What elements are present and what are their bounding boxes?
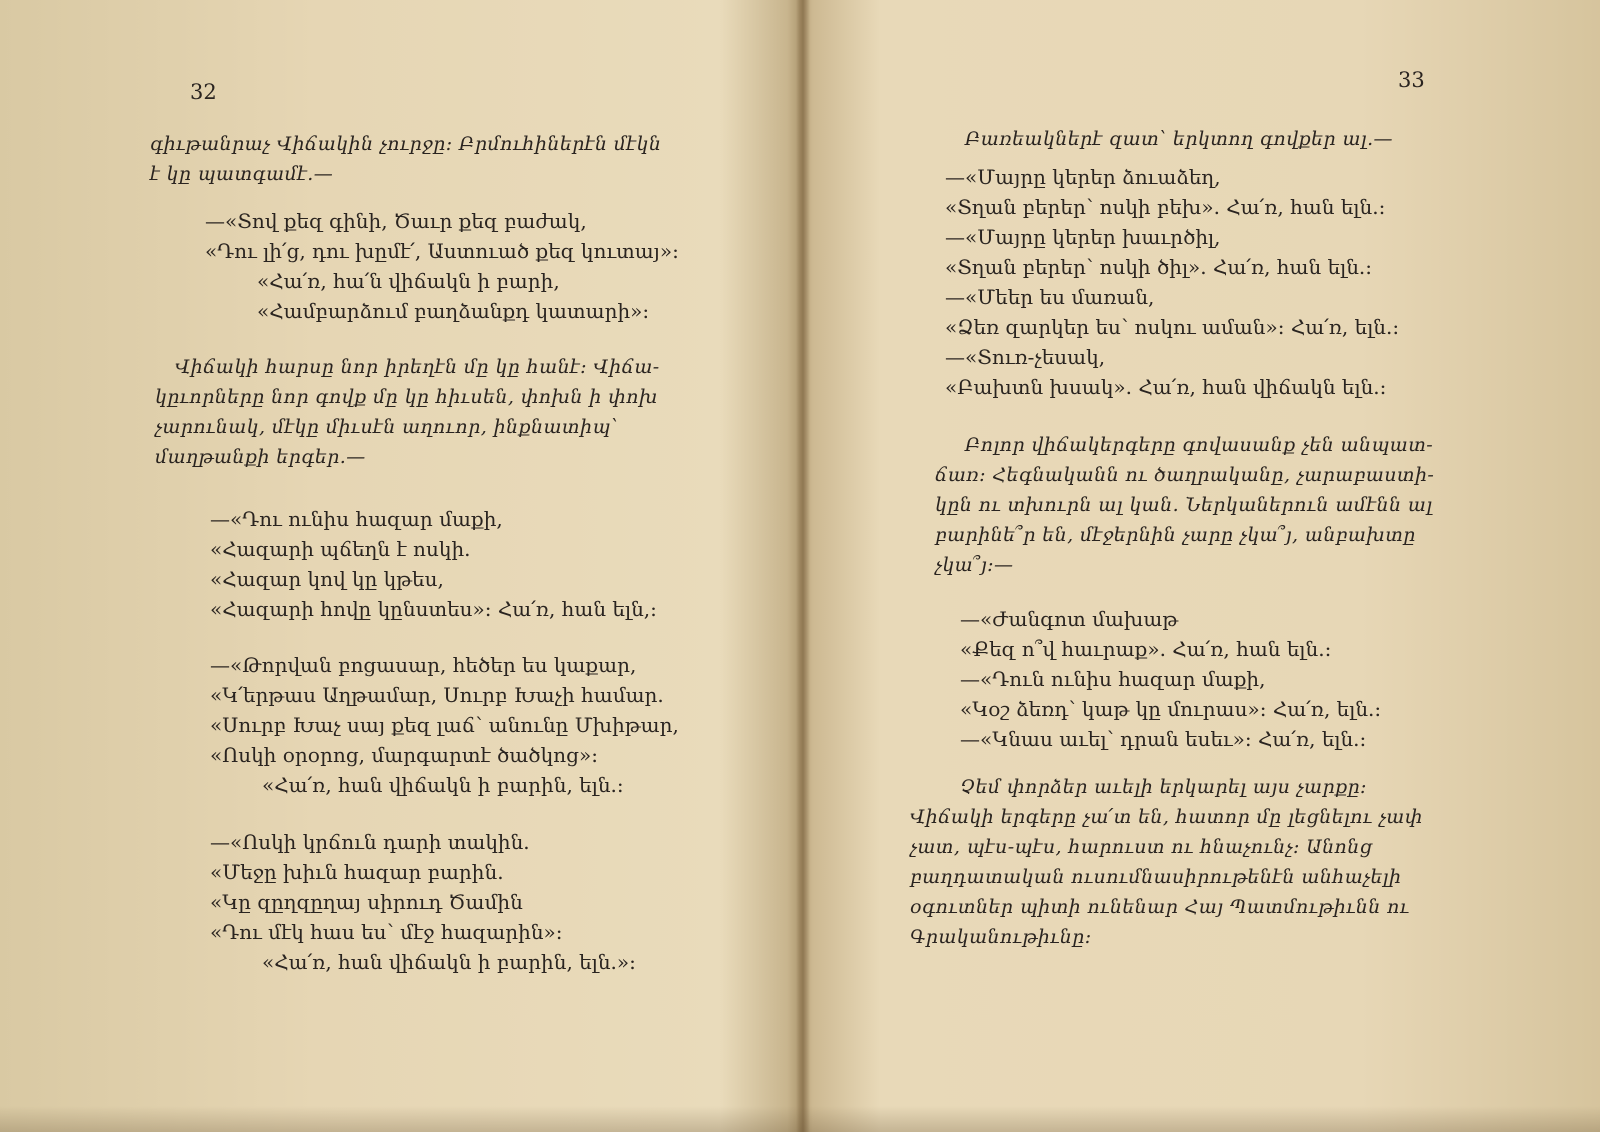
right-para-2 — [935, 430, 1434, 580]
verse-line: «Տղան բերեր՝ ոսկի բեխ». Հա՛ռ, հան ելն.: — [945, 195, 1386, 219]
right-verse-2 — [960, 604, 1381, 754]
text-line: ճառ։ Հեգնականն ու ծաղրականը, չարաբաստի- — [935, 464, 1435, 486]
verse-line: «Համբարձում բաղձանքդ կատարի»: — [257, 299, 650, 323]
text-line: չկա՞յ։— — [935, 554, 1014, 576]
left-para-1 — [150, 129, 661, 189]
verse-line: —«Դու ունիս հազար մաքի, — [210, 507, 503, 531]
verse-line: —«Մեեր ես մառան, — [945, 285, 1155, 309]
verse-line: —«Տով քեզ գինի, Ծաւր քեզ բաժակ, — [205, 209, 587, 233]
verse-line: —«Մայրը կերեր խաւրծիլ, — [945, 225, 1221, 249]
verse-line: —«Մայրը կերեր ձուաձեղ, — [945, 165, 1221, 189]
text-line: մաղթանքի երգեր.— — [155, 446, 366, 468]
verse-line: «Դու լի՛ց, դու խըմէ՛, Աստուած քեզ կուտայ»: — [205, 239, 679, 263]
verse-line: «Հազար կով կը կթես, — [210, 567, 444, 591]
text-line: օգուտներ պիտի ունենար Հայ Պատմութիւնն ու — [910, 896, 1410, 918]
left-verse-2 — [210, 504, 657, 624]
text-line: չատ, պէս-պէս, հարուստ ու հնաչունչ։ Անոնց — [910, 836, 1373, 858]
right-para-1 — [965, 124, 1393, 154]
verse-line: —«Թորվան բոցասար, հեծեր ես կաքար, — [210, 653, 637, 677]
text-line: կըն ու տխուրն ալ կան. Ներկաներուն ամէնն ալ — [935, 494, 1433, 516]
text-line: Բոլոր վիճակերգերը գովասանք չեն անպատ- — [965, 434, 1434, 456]
text-line: չարունակ, մէկը միւսէն աղուոր, ինքնատիպ՝ — [155, 416, 619, 438]
verse-line: «Բախտն խսակ». Հա՛ռ, հան վիճակն ելն.: — [945, 375, 1387, 399]
text-line: Վիճակի երգերը չա՛տ են, հատոր մը լեցնելու չափ — [910, 806, 1423, 828]
page-number-left: 32 — [190, 80, 217, 104]
right-page — [810, 0, 1600, 1132]
verse-line: «Տղան բերեր՝ ոսկի ծիլ». Հա՛ռ, հան ելն.: — [945, 255, 1373, 279]
left-verse-3 — [210, 650, 679, 800]
text-line: բարինե՞ր են, մէջերնին չարը չկա՞յ, անբախտը — [935, 524, 1416, 546]
text-line: գիւթանրաչ Վիճակին չուրջը։ Բրմուհիներէն մէկն — [150, 133, 662, 155]
verse-line: —«Տուռ-չեսակ, — [945, 345, 1106, 369]
verse-line: «Հա՛ռ, հան վիճակն ի բարին, ելն.: — [262, 773, 624, 797]
verse-line: —«Դուն ունիս հազար մաքի, — [960, 667, 1266, 691]
verse-line: —«Կնաս աւել՝ դրան եսեւ»: Հա՛ռ, ելն.: — [960, 727, 1367, 751]
left-verse-1 — [205, 206, 679, 326]
text-line: Բառեակներէ զատ՝ երկտող գովքեր ալ.— — [965, 128, 1393, 150]
page-bottom-edge — [0, 1106, 1600, 1132]
verse-line: «Հա՛ռ, հա՛ն վիճակն ի բարի, — [257, 269, 560, 293]
verse-line: «Ոսկի օրօրոց, մարգարտէ ծածկոց»: — [210, 743, 598, 767]
text-line: կըւորները նոր գովք մը կը հիւսեն, փոխն ի փոխ — [155, 386, 658, 408]
verse-line: «Մեջը խիւն հազար բարին. — [210, 860, 504, 884]
left-page — [0, 0, 796, 1132]
verse-line: «Կը զըղզըղայ սիրուդ Ծամին — [210, 890, 523, 914]
verse-line: «Հազարի հովը կընստես»: Հա՛ռ, հան ելն,: — [210, 597, 657, 621]
verse-line: «Կ՛երթաս Աղթամար, Սուրբ Խաչի համար. — [210, 683, 664, 707]
verse-line: «Ձեռ զարկեր ես՝ ոսկու աման»: Հա՛ռ, ելն.: — [945, 315, 1400, 339]
verse-line: «Հա՛ռ, հան վիճակն ի բարին, ելն.»: — [262, 950, 636, 974]
right-para-3 — [910, 772, 1423, 952]
left-para-2 — [155, 352, 660, 472]
verse-line: «Դու մէկ հաս ես՝ մէջ հազարին»: — [210, 920, 563, 944]
verse-line: «Հազարի պճեղն է ոսկի. — [210, 537, 471, 561]
verse-line: «Կօշ ձեռդ՝ կաթ կը մուրաս»: Հա՛ռ, ելն.: — [960, 697, 1382, 721]
text-line: բաղդատական ուսումնասիրութենէն անհաչելի — [910, 866, 1402, 888]
verse-line: —«Ոսկի կրճուն դարի տակին. — [210, 830, 530, 854]
verse-line: «Քեզ ո՞վ հաւրաք». Հա՛ռ, հան ելն.: — [960, 637, 1332, 661]
page-number-right: 33 — [1398, 68, 1425, 92]
left-verse-4 — [210, 827, 636, 977]
text-line: է կը պատգամէ.— — [150, 163, 334, 185]
verse-line: —«Ժանգոտ մախաթ — [960, 607, 1179, 631]
right-verse-1 — [945, 162, 1399, 402]
book-gutter — [796, 0, 810, 1132]
text-line: Վիճակի հարսը նոր իրեղէն մը կը հանէ։ Վիճա- — [175, 356, 660, 378]
text-line: Չեմ փորձեր աւելի երկարել այս չարքը։ — [960, 776, 1367, 798]
verse-line: «Սուրբ Խաչ սայ քեզ լաճ՝ անունը Մխիթար, — [210, 713, 679, 737]
text-line: Գրականութիւնը։ — [910, 926, 1092, 948]
